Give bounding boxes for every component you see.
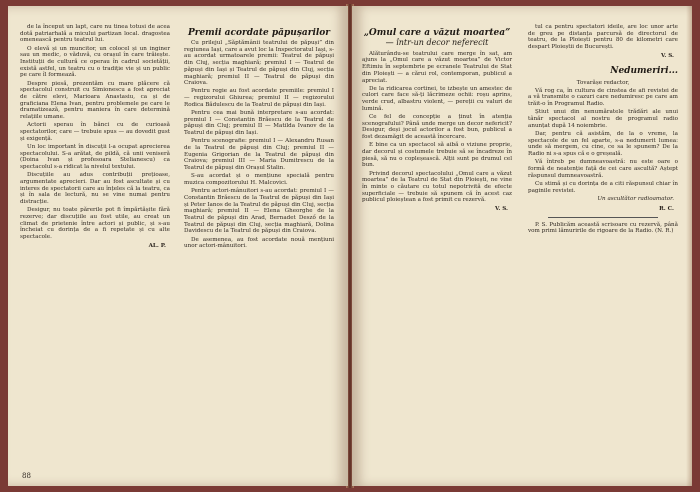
left-column-2 [184,24,334,252]
paragraph: Alăturându-se teatrului care merge în sat, am ajuns la „Omul care a văzut moartea” de Victor Eftimiu în septembrie pe ecranele Teatrului de Stat din Ploiești — a cărui rol, contemporan, publicul a apreciat. [362,50,512,84]
paragraph: Privind decorul spectacolului „Omul care a văzut moartea” de la Teatrul de Stat din Ploiești, ne vine în minte o căutare cu totul nepotrivită de efecte superficiale — trebuie să spunem că în acest caz publicul ploieștean a fost primit cu rezervă. [362,170,512,204]
paragraph: Discuțiile au adus contribuții prețioase, argumentate aprecieri. Dar au fost ascultate și cu interes de spectatorii care au înțeles că la teatru, ca și în sala de lectură, nu se vine numai pentru distracție. [20,172,170,206]
paragraph: Vă rog ca, în cultura de cinstea de afi revistei de a vă transmite o cazuri care nedumiresc pe care am trăit-o în Programul Radio. [528,87,678,108]
article-title-omul: „Omul care a văzut moartea” [363,28,511,38]
paragraph: Pentru cea mai bună interpretare s-au acordat: premiul I — Constantin Brăescu de la Teatrul de păpuși din Cluj; premiul II — Matilda Ivanov de la Teatrul de păpuși din Iași. [184,110,334,137]
letter-salutation: Tovarășe redactor, [576,79,630,86]
right-column-2 [528,24,678,237]
postscript: P. S. Publicăm această scrisoare cu rezervă, până vom primi lămuririle de rigoare de la Radio. (N. R.) [528,221,678,235]
letter-signature: Un ascultător radioamator. [597,196,674,203]
paragraph: de la început un lapt, care nu tinea totusi de acea dotă patriarhală a micului partizan local. dragostea omenească pentru teatrul lui. [20,24,170,44]
paragraph: E bine ca un spectacol să aibă o viziune proprie, dar decorul și costumele trebuie să se încadreze în piesă, să nu o copleșească. Alții sunt pe drumul cel bun. [362,142,512,169]
page-number: 88 [22,472,31,480]
paragraph: Vă întreb pe dumneavoastră: nu este oare o formă de neatenție față de cei care ascultă? Aștept răspunsul dumneavoastră. [528,159,678,179]
paragraph: Un loc important în discuții l-a ocupat aprecierea spectacolului. S-a arătat, de pildă, că unii veniseră (Doina Ivan și profesoara Stelianescu) ca spectacolul s-a ridicat la nivelul textului. [20,143,170,171]
paragraph: De la ridicarea cortinei, te izbește un amestec de culori care face să-ți lăcrimeze ochii: roșu aprins, verde crud, albastru violent, — pereții cu valuri de lumină. [362,85,512,112]
page-edge [686,6,692,486]
paragraph: Cu stimă și cu dorința de a citi răspunsul chiar în paginile revistei. [528,180,678,194]
paragraph: Pentru scenografie: premiul I — Alexandru Rusan de la Teatrul de păpuși din Cluj; premiul II — Eugenia Grigorian de la Teatrul de păpuși din Craiova; premiul III — Maria Dumitrescu de la Teatrul de păpuși din Orașul Stalin. [184,138,334,172]
paragraph: Cu prilejul „Săptămânii teatrului de păpuși” din regiunea Iași, care a avut loc la Inspectoratul Iași, s-au acordat urmatoarele premii: Teatrul de păpuși din Cluj, secția maghiară; premiul I — Teatrul de păpuși din Iași și Teatrul de păpuși din Cluj, secția maghiară; premiul II — Teatrul de păpuși din Craiova. [184,40,334,87]
paragraph: S-au acordat și o mențiune specială pentru muzica compozitorului H. Malcovici. [184,173,334,187]
paragraph: Dar, pentru că asistăm, de la o vreme, la spectacole de un fel aparte, s-a nedumerit lumea: unde să mergem, cu cine, ce sa le spunem? De la Radio ni s-a spus că e o greșeală. [528,130,678,158]
author-signature: V. S. [660,52,674,59]
article-title-premii: Premii acordate păpușarilor [187,28,331,38]
right-page [352,6,692,486]
author-signature: AL. P. [148,242,166,249]
right-column-1 [362,24,512,216]
article-title-nedumeriri: Nedumeriri... [610,65,678,76]
paragraph: Despre piesă, prezentăm cu mare plăcere că spectacolul construit cu Simionescu a fost apreciat de către elevi, Marioara Anastasiu, ca și de graficiana Elena Ivan, pentru problemele pe care le dramatizează, pentru maniera în care determină relațiile umane. [20,80,170,121]
paragraph: Ce fel de concepție a ținut în atenția scenografului? Până unde merge un decor nefericit? Desigur, deși jocul actorilor a fost bun, publicul a fost dezamăgit de această încercare. [362,114,512,141]
paragraph: tul ca pentru spectatori ideile, are loc unor arte de greu pe distanța parcursă de directorul de teatru, de la Ploiești pentru 80 de kilometri care despart Ploieștii de București. [528,24,678,51]
paragraph: Pentru actori-mânuitori s-au acordat: premiul I — Constantin Brăescu de la Teatrul de păpuși din Iași și Peter Ianos de la Teatrul de păpuși din Cluj, secția maghiară; premiul II — Elena Gheorghe de la Teatrul de păpuși din Arad, Bernadet Desző de la Teatrul de păpuși din Cluj, secția maghiară, Dolina Davidescu de la Teatrul de păpuși din Craiova. [184,188,334,235]
article-subtitle: — într-un decor neferecit [385,38,489,47]
paragraph: Pentru regie au fost acordate premiile: premiul I — regizorului Ghiurea; premiul II — regizorului Rodica Bădulescu de la Teatrul de păpuși din Iași. [184,88,334,108]
paragraph: De asemenea, au fost acordate nouă mențiuni unor actori-mânuitori. [184,236,334,250]
divider [548,217,658,218]
paragraph: Desigur, nu toate părerile pot fi împărtășite fără rezerve; dar discuțiile au fost utile, au creat un climat de prietenie între actori și public, și s-au încheiat cu dorința de a fi repetate și cu alte spectacole. [20,207,170,241]
paragraph: O elevă și un muncitor, un colocel și un inginer sau un medic, o văduvă, cu orașul în care trăiește. Instituții de cultură ce operau în cadrul societății, există astfel, un teatru cu o tradiție vie și un public pe care îl formează. [20,45,170,79]
paragraph: Știut unui din nenumăratele trădări ale unui tânăr spectacol al nostru de programul radio anunțat după 14 noiembrie. [528,109,678,129]
paragraph: Actorii sperau în bănci cu de curioasă spectatorilor, care — trebuie spus — au dovedit gust și exigență. [20,122,170,142]
author-initials: R. C. [659,205,674,212]
left-column-1 [20,24,170,253]
author-signature: V. S. [494,206,508,213]
left-page [8,6,348,486]
